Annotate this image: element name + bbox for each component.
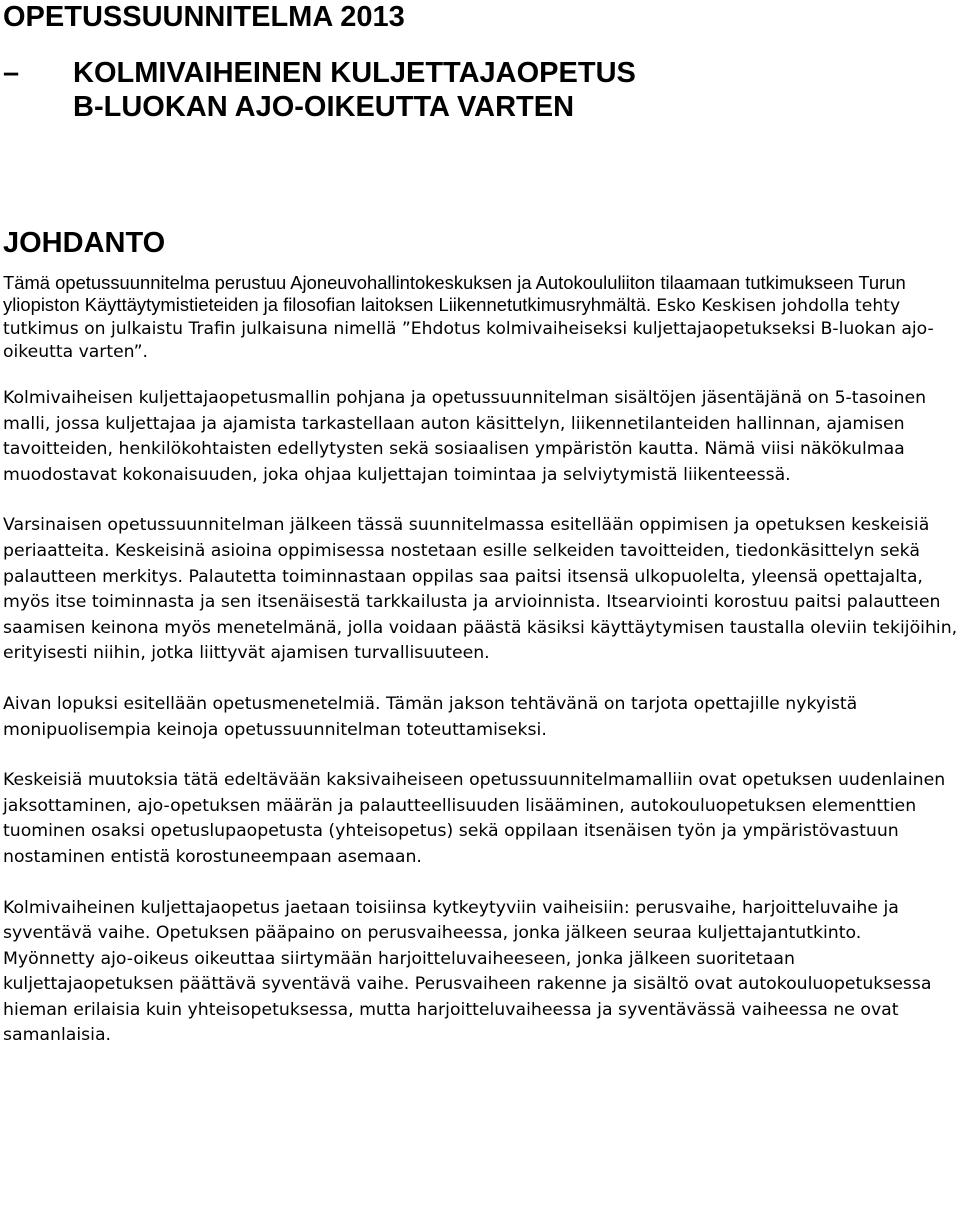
- body-paragraph-5: Kolmivaiheinen kuljettajaopetus jaetaan toisiinsa kytkeytyviin vaiheisiin: perusvaihe, harjoitteluvaihe ja syventävä vaihe. Opetuksen pääpaino on perusvaiheessa, jonka jälkeen seuraa kuljettajantutkinto. Myönnetty ajo-oikeus oikeuttaa siirtymään harjoitteluvaiheeseen, jonka jälkeen suoritetaan kuljettajaopetuksen päättävä syventävä vaihe. Perusvaiheen rakenne ja sisältö ovat autokouluopetuksessa hieman erilaisia kuin yhteisopetuksessa, mutta harjoitteluvaiheessa ja syventävässä vaiheessa ne ovat samanlaisia.: [3, 897, 932, 1046]
- intro-paragraph: [3, 272, 958, 363]
- body-paragraph-1: Kolmivaiheisen kuljettajaopetusmallin pohjana ja opetussuunnitelman sisältöjen jäsentäjänä on 5-tasoinen malli, jossa kuljettajaa ja ajamista tarkastellaan auton käsittelyn, liikennetilanteiden hallinnan, ajamisen tavoitteiden, henkilökohtaisten edellytysten sekä sosiaalisen ympäristön kautta. Nämä viisi näkökulmaa muodostavat kokonaisuuden, joka ohjaa kuljettajan toimintaa ja selviytymistä liikenteessä.: [3, 388, 927, 485]
- body-paragraph-4: Keskeisiä muutoksia tätä edeltävään kaksivaiheiseen opetussuunnitelmamalliin ovat opetuksen uudenlainen jaksottaminen, ajo-opetuksen määrän ja palautteellisuuden lisääminen, autokouluopetuksen elementtien tuominen osaksi opetuslupaopetusta (yhteisopetus) sekä oppilaan itsenäisen työn ja ympäristövastuun nostaminen entistä korostuneempaan asemaan.: [3, 770, 946, 867]
- section-heading-johdanto: JOHDANTO: [3, 227, 166, 259]
- intro-text-part-1: Tämä opetussuunnitelma perustuu Ajoneuvohallintokeskuksen ja Autokoululiiton tilaamaan tutkimukseen Turun yliopiston Käyttäytymistieteiden ja filosofian laitoksen Liikennetutkimusryhmältä.: [3, 272, 906, 315]
- body-paragraph-2: Varsinaisen opetussuunnitelman jälkeen tässä suunnitelmassa esitellään oppimisen ja opetuksen keskeisiä periaatteita. Keskeisinä asioina oppimisessa nostetaan esille selkeiden tavoitteiden, tiedonkäsittelyn sekä palautteen merkitys. Palautetta toiminnastaan oppilas saa paitsi itsensä ulkopuolelta, yleensä opettajalta, myös itse toiminnasta ja sen itsenäisestä tarkkailusta ja arvioinnista. Itsearviointi korostuu paitsi palautteen saamisen keinona myös menetelmänä, jolla voidaan päästä käsiksi käyttäytymisen taustalla oleviin tekijöihin, erityisesti niihin, jotka liittyvät ajamisen turvallisuuteen.: [3, 515, 958, 664]
- body-paragraph-3: Aivan lopuksi esitellään opetusmenetelmiä. Tämän jakson tehtävänä on tarjota opettajille nykyistä monipuolisempia keinoja opetussuunnitelman toteuttamiseksi.: [3, 693, 858, 740]
- subtitle-dash: –: [3, 57, 20, 89]
- document-title: OPETUSSUUNNITELMA 2013: [3, 1, 405, 33]
- intro-text-part-2: Esko Keskisen johdolla tehty tutkimus on julkaistu Trafin julkaisuna nimellä ”Ehdotus kolmivaiheiseksi kuljettajaopetukseksi B-luokan ajo-oikeutta varten”.: [3, 296, 934, 362]
- document-subtitle: [3, 56, 958, 124]
- document-page: [3, 0, 958, 1049]
- subtitle-line-2: B-LUOKAN AJO-OIKEUTTA VARTEN: [73, 91, 575, 123]
- subtitle-line-1: KOLMIVAIHEINEN KULJETTAJAOPETUS: [73, 57, 636, 89]
